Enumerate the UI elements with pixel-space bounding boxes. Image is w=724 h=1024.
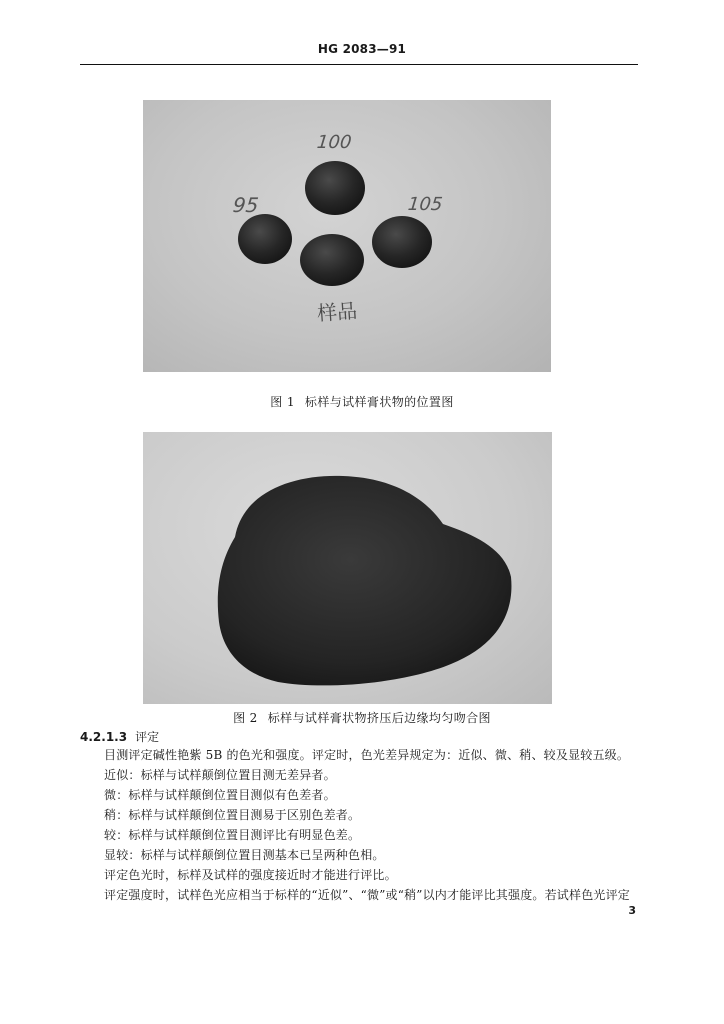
paragraph: 目测评定碱性艳紫 5B 的色光和强度。评定时，色光差异规定为：近似、微、稍、较及显较五级。: [104, 748, 630, 762]
figure-1-number: 图 1: [270, 395, 295, 409]
figure-2-caption: [0, 709, 724, 726]
paragraph: 评定强度时，试样色光应相当于标样的“近似”、“微”或“稍”以内才能评比其强度。若试样色光评定: [104, 888, 631, 902]
paragraph: 较：标样与试样颠倒位置目测评比有明显色差。: [104, 828, 361, 842]
blob-105: [372, 216, 432, 268]
section-number: 4.2.1.3: [80, 730, 128, 744]
standard-code: HG 2083—91: [317, 42, 407, 56]
figure-2-number: 图 2: [233, 711, 258, 725]
figure-2-caption-text: 标样与试样膏状物挤压后边缘均匀吻合图: [267, 711, 491, 725]
photo-label-105: 105: [406, 194, 444, 215]
figure-1-caption: [0, 393, 724, 410]
blob-sample: [300, 234, 364, 286]
photo-label-100: 100: [315, 132, 353, 153]
section-title: 评定: [135, 730, 160, 744]
figure-2-photo: [143, 432, 552, 704]
photo-label-95: 95: [231, 193, 260, 217]
paragraph: 稍：标样与试样颠倒位置目测易于区别色差者。: [104, 808, 361, 822]
paragraph: 显较：标样与试样颠倒位置目测基本已呈两种色相。: [104, 848, 385, 862]
paragraph: 近似：标样与试样颠倒位置目测无差异者。: [104, 768, 336, 782]
header-divider: [80, 64, 638, 65]
figure-1-photo: [143, 100, 551, 372]
blob-100: [305, 161, 365, 215]
section-heading: [80, 728, 159, 745]
blob-95: [238, 214, 292, 264]
paragraph: 微：标样与试样颠倒位置目测似有色差者。: [104, 788, 336, 802]
figure-2-blob: [143, 432, 552, 704]
paragraph: 评定色光时，标样及试样的强度接近时才能进行评比。: [104, 868, 397, 882]
merged-paste-blob: [218, 476, 512, 686]
photo-label-sample: 样品: [316, 298, 358, 326]
page-number: 3: [628, 904, 636, 917]
figure-1-caption-text: 标样与试样膏状物的位置图: [304, 395, 454, 409]
